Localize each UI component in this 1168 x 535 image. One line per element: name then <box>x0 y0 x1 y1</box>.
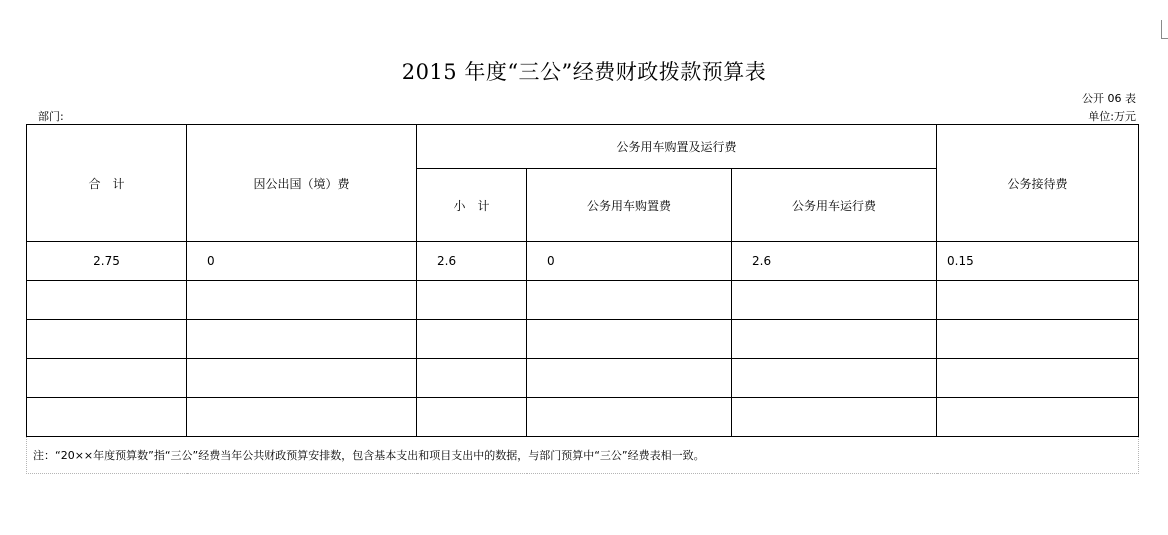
table-note: 注：“20××年度预算数”指“三公”经费当年公共财政预算安排数，包含基本支出和项目支出中的数据，与部门预算中“三公”经费表相一致。 <box>27 437 1139 474</box>
form-number: 公开 06 表 <box>1082 92 1136 105</box>
cell-total <box>27 398 187 437</box>
cell-subtotal <box>417 281 527 320</box>
cell-vehicle-purchase: 0 <box>527 242 732 281</box>
cell-total <box>27 281 187 320</box>
header-subtotal: 小 计 <box>417 169 527 242</box>
budget-table <box>26 124 1139 474</box>
cell-abroad <box>187 359 417 398</box>
table-row <box>27 281 1139 320</box>
cell-total: 2.75 <box>27 242 187 281</box>
cell-subtotal: 2.6 <box>417 242 527 281</box>
header-vehicle-operation: 公务用车运行费 <box>732 169 937 242</box>
header-vehicle-group: 公务用车购置及运行费 <box>417 125 937 169</box>
page-corner-mark <box>1161 20 1168 39</box>
cell-reception <box>937 359 1139 398</box>
cell-subtotal <box>417 359 527 398</box>
page-title: 2015 年度“三公”经费财政拨款预算表 <box>401 60 767 84</box>
header-total: 合 计 <box>27 125 187 242</box>
cell-vehicle-purchase <box>527 359 732 398</box>
cell-total <box>27 320 187 359</box>
cell-subtotal <box>417 320 527 359</box>
department-label: 部门: <box>38 110 64 123</box>
cell-reception <box>937 281 1139 320</box>
table-row <box>27 398 1139 437</box>
cell-total <box>27 359 187 398</box>
cell-vehicle-purchase <box>527 398 732 437</box>
header-abroad: 因公出国（境）费 <box>187 125 417 242</box>
cell-vehicle-operation <box>732 320 937 359</box>
header-vehicle-purchase: 公务用车购置费 <box>527 169 732 242</box>
cell-abroad <box>187 320 417 359</box>
unit-label: 单位:万元 <box>1088 110 1136 123</box>
cell-subtotal <box>417 398 527 437</box>
cell-vehicle-purchase <box>527 281 732 320</box>
cell-reception: 0.15 <box>937 242 1139 281</box>
cell-reception <box>937 320 1139 359</box>
cell-reception <box>937 398 1139 437</box>
cell-abroad <box>187 398 417 437</box>
cell-vehicle-operation <box>732 359 937 398</box>
cell-abroad: 0 <box>187 242 417 281</box>
header-reception: 公务接待费 <box>937 125 1139 242</box>
cell-vehicle-operation: 2.6 <box>732 242 937 281</box>
table-row <box>27 359 1139 398</box>
cell-vehicle-operation <box>732 281 937 320</box>
cell-vehicle-operation <box>732 398 937 437</box>
cell-abroad <box>187 281 417 320</box>
cell-vehicle-purchase <box>527 320 732 359</box>
table-row <box>27 242 1139 281</box>
table-row <box>27 320 1139 359</box>
